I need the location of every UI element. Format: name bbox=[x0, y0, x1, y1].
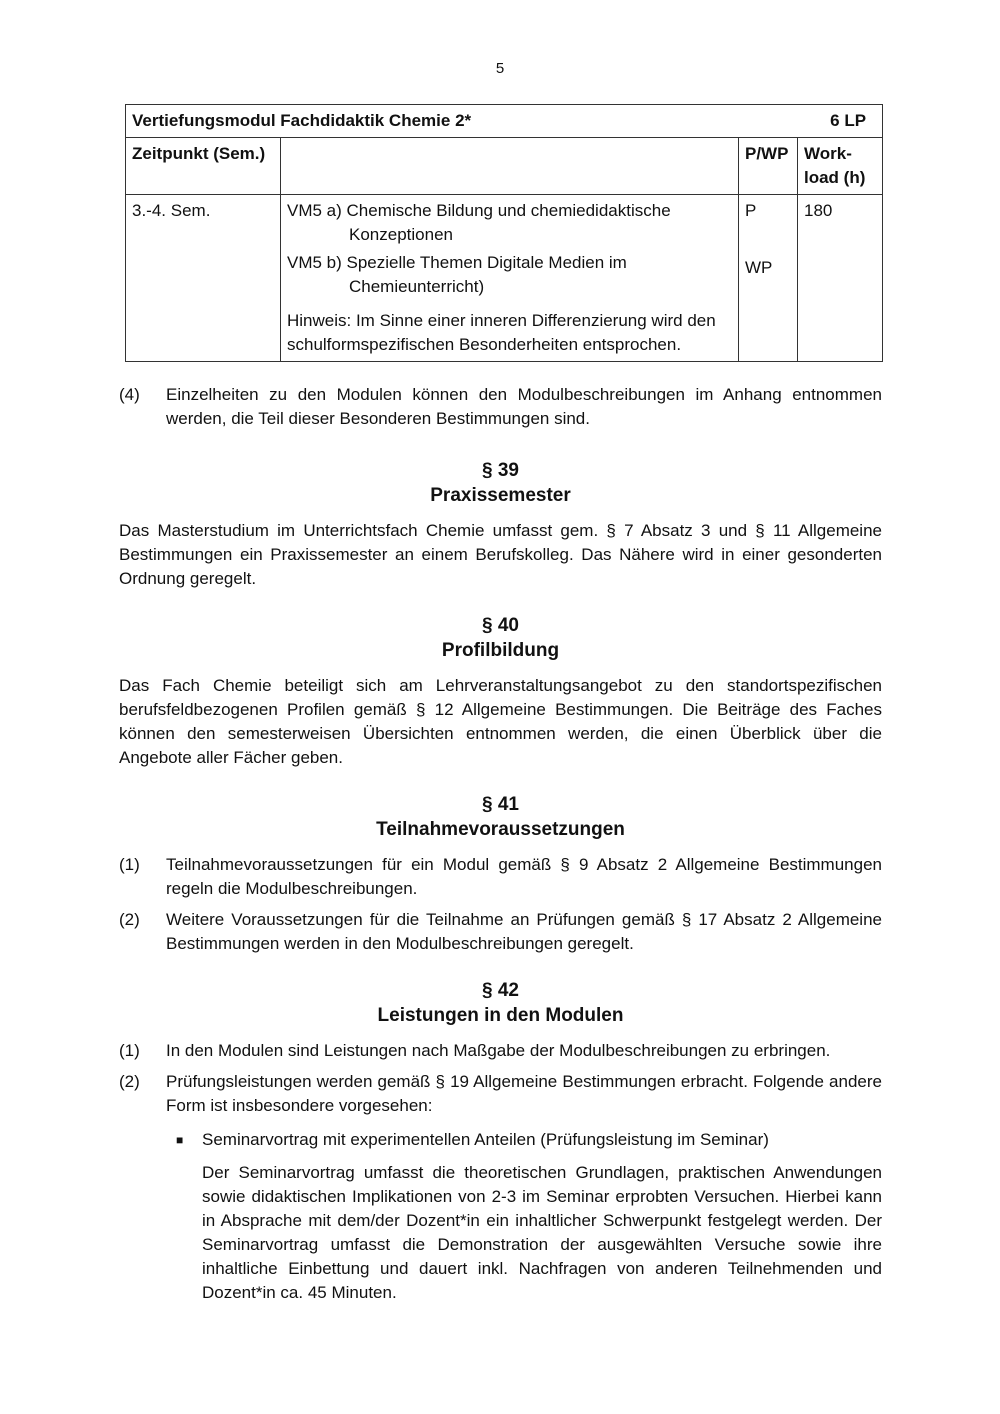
section-39-heading bbox=[119, 458, 882, 508]
paragraph-4 bbox=[119, 383, 882, 431]
header-pwp: P/WP bbox=[739, 138, 798, 195]
section-42-item-2 bbox=[119, 1070, 882, 1118]
item-text: Prüfungsleistungen werden gemäß § 19 Allgemeine Bestimmungen erbracht. Folgende andere Form ist insbesondere vorgesehen: bbox=[166, 1072, 882, 1115]
pwp-a: P bbox=[745, 201, 757, 220]
section-symbol: § 41 bbox=[482, 794, 519, 815]
bullet-square-icon: ■ bbox=[176, 1133, 184, 1147]
section-symbol: § 42 bbox=[482, 980, 519, 1001]
section-title: Profilbildung bbox=[441, 640, 560, 661]
section-41-item-2 bbox=[119, 908, 882, 956]
module-header-row bbox=[126, 138, 883, 195]
section-40-text: Das Fach Chemie beteiligt sich am Lehrveranstaltungsangebot zu den standortspezifischen berufsfeldbezogenen Profilen gemäß § 12 Allgemeine Bestimmungen. Die Beiträge des Faches können den semesterweisen Übersichten entnommen werden, die einen Überblick über die Angebote aller Fächer geben. bbox=[119, 676, 882, 767]
item-number: (1) bbox=[119, 1041, 140, 1060]
module-note: Hinweis: Im Sinne einer inneren Differenzierung wird den schulformspezifischen Besonderheiten entsprochen. bbox=[287, 311, 716, 354]
header-zeitpunkt: Zeitpunkt (Sem.) bbox=[126, 138, 281, 195]
cell-modules bbox=[281, 195, 739, 362]
header-empty bbox=[281, 138, 739, 195]
bullet-label: Seminarvortrag mit experimentellen Anteilen (Prüfungsleistung im Seminar) bbox=[202, 1130, 769, 1149]
section-41-heading bbox=[119, 792, 882, 842]
section-symbol: § 40 bbox=[482, 615, 519, 636]
bullet-description: Der Seminarvortrag umfasst die theoretischen Grundlagen, praktischen Anwendungen sowie didaktischen Implikationen von 2-3 im Seminar erprobten Versuchen. Hierbei kann in Absprache mit dem/der Dozent*in ein inhaltlicher Schwerpunkt festgelegt werden. Der Seminarvortrag umfasst die Demonstration der ausgewählten Versuche sowie ihre inhaltliche Einbettung und dauert inkl. Nachfragen von anderen Teilnehmenden und Dozent*in ca. 45 Minuten. bbox=[202, 1163, 882, 1302]
section-40-heading bbox=[119, 613, 882, 663]
paragraph-number: (4) bbox=[119, 385, 140, 404]
section-39-text: Das Masterstudium im Unterrichtsfach Chemie umfasst gem. § 7 Absatz 3 und § 11 Allgemeine Bestimmungen ein Praxissemester an einem Berufskolleg. Das Nähere wird in einer gesonderten Ordnung geregelt. bbox=[119, 521, 882, 588]
item-number: (2) bbox=[119, 910, 140, 929]
document-content bbox=[119, 104, 882, 1305]
bullet-item bbox=[176, 1128, 882, 1152]
item-number: (1) bbox=[119, 855, 140, 874]
cell-pwp bbox=[739, 195, 798, 362]
section-42-item-1 bbox=[119, 1039, 882, 1063]
item-text: In den Modulen sind Leistungen nach Maßgabe der Modulbeschreibungen zu erbringen. bbox=[166, 1041, 831, 1060]
module-credits: 6 LP bbox=[830, 111, 867, 130]
cell-semester: 3.-4. Sem. bbox=[126, 195, 281, 362]
section-title: Praxissemester bbox=[430, 485, 571, 506]
module-item-a: VM5 a) Chemische Bildung und chemiedidaktische Konzeptionen bbox=[287, 201, 671, 244]
cell-workload: 180 bbox=[798, 195, 883, 362]
module-title: Vertiefungsmodul Fachdidaktik Chemie 2* bbox=[132, 111, 472, 130]
module-item-b: VM5 b) Spezielle Themen Digitale Medien im Chemieunterricht) bbox=[287, 253, 627, 296]
item-text: Weitere Voraussetzungen für die Teilnahme an Prüfungen gemäß § 17 Absatz 2 Allgemeine Bestimmungen werden in den Modulbeschreibungen geregelt. bbox=[166, 910, 882, 953]
item-number: (2) bbox=[119, 1072, 140, 1091]
header-workload: Work-load (h) bbox=[798, 138, 883, 195]
section-symbol: § 39 bbox=[482, 460, 519, 481]
section-title: Teilnahmevoraussetzungen bbox=[376, 819, 625, 840]
section-title: Leistungen in den Modulen bbox=[377, 1005, 624, 1026]
module-table bbox=[125, 104, 883, 362]
module-data-row bbox=[126, 195, 883, 362]
paragraph-text: Einzelheiten zu den Modulen können den Modulbeschreibungen im Anhang entnommen werden, die Teil dieser Besonderen Bestimmungen sind. bbox=[166, 385, 882, 428]
page-number: 5 bbox=[495, 60, 505, 77]
section-42-heading bbox=[119, 978, 882, 1028]
item-text: Teilnahmevoraussetzungen für ein Modul gemäß § 9 Absatz 2 Allgemeine Bestimmungen regeln die Modulbeschreibungen. bbox=[166, 855, 882, 898]
section-41-item-1 bbox=[119, 853, 882, 901]
pwp-b: WP bbox=[745, 258, 773, 277]
module-title-row bbox=[126, 105, 883, 138]
